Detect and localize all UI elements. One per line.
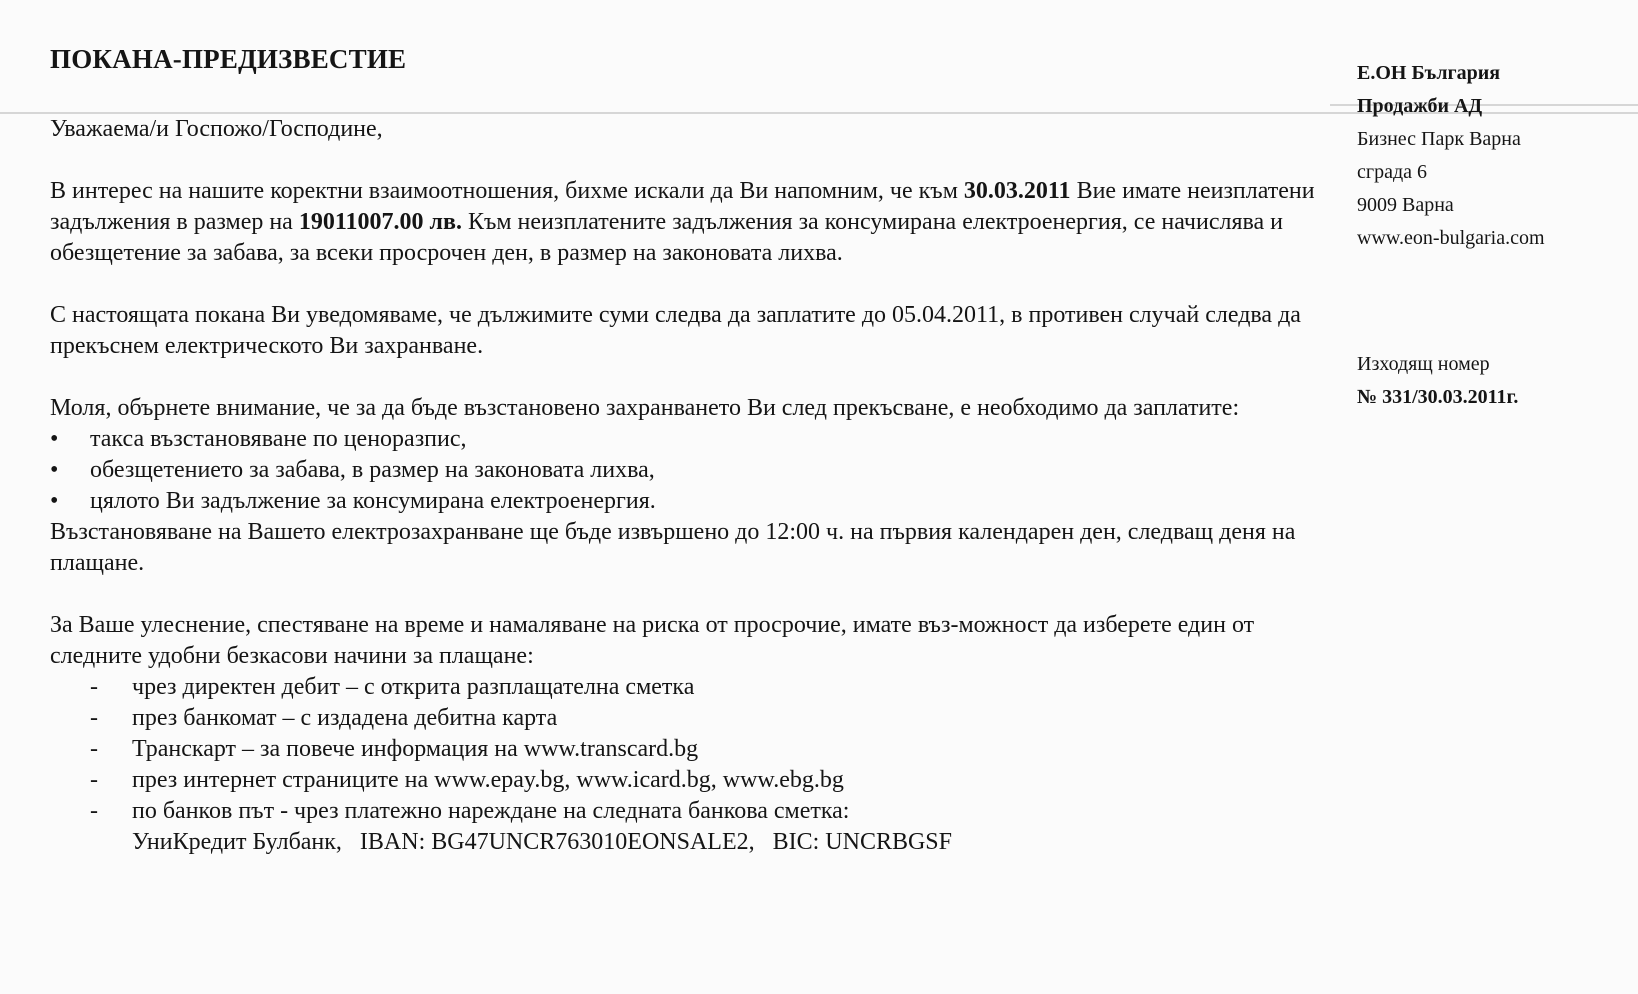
list-item [50, 703, 1340, 734]
list-item-text: обезщетението за забава, в размер на законовата лихва, [90, 457, 655, 483]
bullet-mark: • [50, 457, 59, 483]
greeting: Уважаема/и Госпожо/Господине, [50, 116, 383, 142]
debt-date: 30.03.2011 [963, 178, 1071, 204]
list-item [50, 765, 1340, 796]
list-item [50, 424, 1340, 455]
list-item-text: през банкомат – с издадена дебитна карта [132, 705, 558, 731]
dash-mark: - [90, 767, 98, 793]
bullet-mark: • [50, 488, 59, 514]
paragraph-restoration-intro: Моля, обърнете внимание, че за да бъде възстановено захранването Ви след прекъсване, е необходимо да заплатите: [50, 395, 1240, 421]
paragraph-debt-notice [50, 176, 1340, 269]
list-item-text: по банков път - чрез платежно нареждане на следната банкова сметка: [132, 798, 850, 824]
sender-website: www.eon-bulgaria.com [1357, 227, 1545, 249]
dash-mark: - [90, 705, 98, 731]
outgoing-number-label: Изходящ номер [1357, 353, 1490, 375]
dash-mark: - [90, 798, 98, 824]
sender-address-building: сграда 6 [1357, 161, 1428, 183]
list-item [50, 734, 1340, 765]
restoration-fees-list [50, 424, 1340, 517]
list-item [50, 672, 1340, 703]
debt-text-3: Към неизплатените задължения за консумирана електроенергия, се начислява и обезщетение за забава, за всеки просрочен ден, в размер на законовата лихва. [50, 209, 1283, 266]
paragraph-restoration-time: Възстановяване на Вашето електрозахранване ще бъде извършено до 12:00 ч. на първия календарен ден, следващ деня на плащане. [50, 519, 1296, 576]
sender-address-park: Бизнес Парк Варна [1357, 128, 1521, 150]
list-item [50, 455, 1340, 486]
list-item-text: такса възстановяване по ценоразпис, [90, 426, 467, 452]
list-item-text: цялото Ви задължение за консумирана електроенергия. [90, 488, 656, 514]
debt-text-1: В интерес на нашите коректни взаимоотношения, бихме искали да Ви напомним, че към [50, 178, 964, 204]
outgoing-number: № 331/30.03.2011г. [1357, 386, 1519, 408]
debt-amount: 19011007.00 лв. [298, 209, 462, 235]
letter-body [50, 114, 1340, 858]
sender-block [1357, 57, 1627, 255]
paragraph-disconnection-warning: С настоящата покана Ви уведомяваме, че дължимите суми следва да заплатите до 05.04.2011, в противен случай следва да прекъснем електрическото Ви захранване. [50, 302, 1301, 359]
document-title: ПОКАНА-ПРЕДИЗВЕСТИЕ [50, 44, 407, 74]
debt-text-2: Вие имате неизплатени задължения в размер на [50, 178, 1315, 235]
sender-company: Е.ОН България [1357, 62, 1501, 84]
sender-company-suffix: Продажби АД [1357, 95, 1483, 117]
bank-account-details: УниКредит Булбанк, IBAN: BG47UNCR763010EONSALE2, BIC: UNCRBGSF [132, 829, 952, 855]
dash-mark: - [90, 736, 98, 762]
list-item-text: Транскарт – за повече информация на www.transcard.bg [132, 736, 699, 762]
payment-methods-list [50, 672, 1340, 827]
sender-address-city: 9009 Варна [1357, 194, 1454, 216]
list-item-text: чрез директен дебит – с открита разплащателна сметка [132, 674, 695, 700]
list-item-text: през интернет страниците на www.epay.bg, www.icard.bg, www.ebg.bg [132, 767, 844, 793]
paragraph-payment-methods-intro: За Ваше улеснение, спестяване на време и намаляване на риска от просрочие, имате въз-можност да изберете един от следните удобни безкасови начини за плащане: [50, 612, 1255, 669]
bullet-mark: • [50, 426, 59, 452]
list-item [50, 486, 1340, 517]
dash-mark: - [90, 674, 98, 700]
list-item [50, 796, 1340, 827]
